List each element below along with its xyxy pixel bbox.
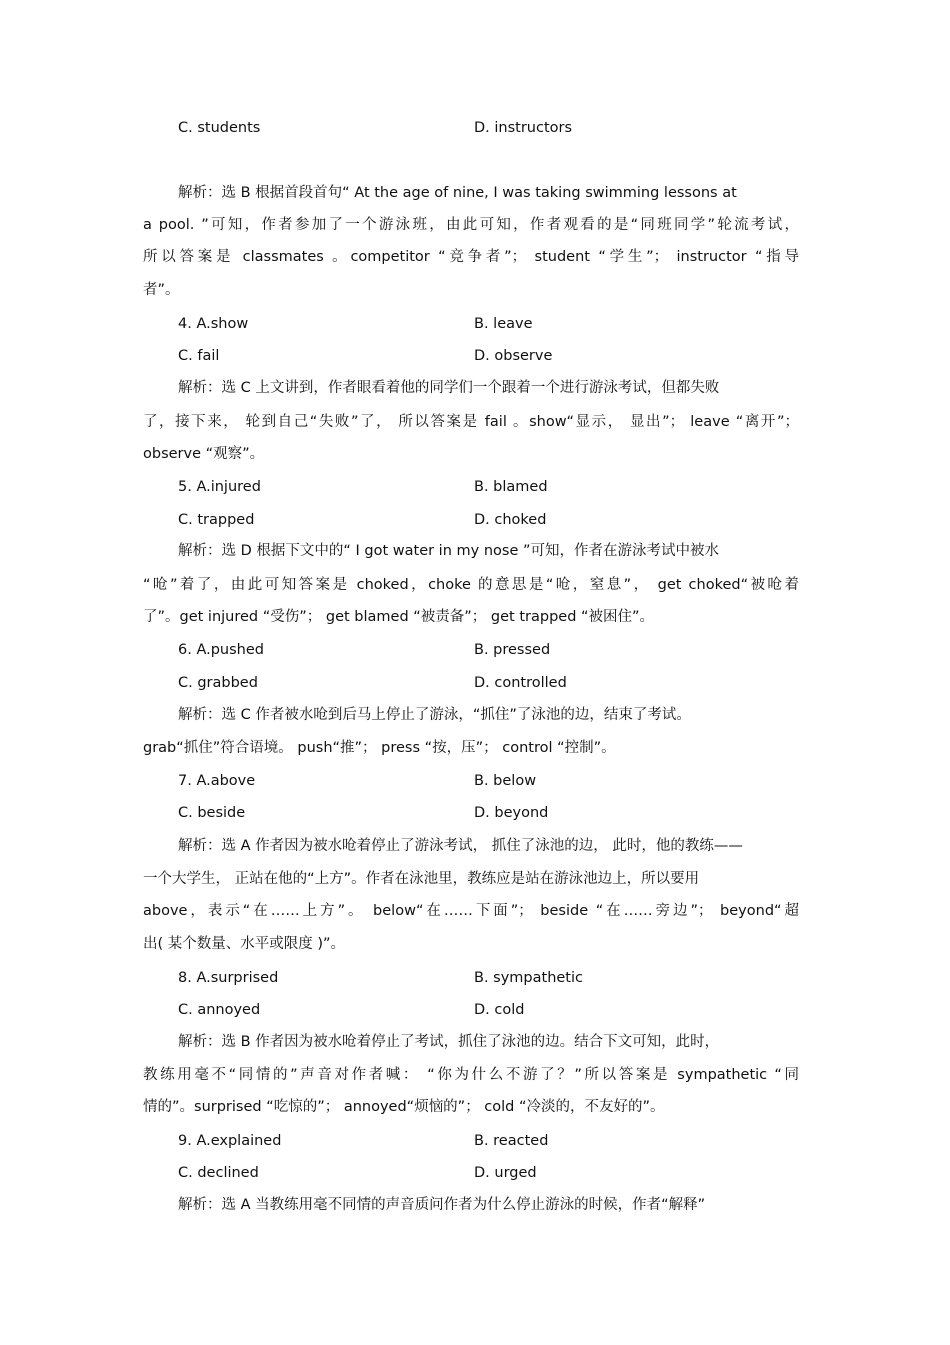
question-4-option-c: C. fail: [178, 348, 220, 364]
option-d: D. instructors: [474, 120, 573, 136]
question-4-option-b: B. leave: [474, 316, 533, 332]
explanation-text: 解析：选 C 上文讲到，作者眼看着他的同学们一个跟着一个进行游泳考试，但都失败: [178, 380, 720, 396]
explanation-text: 解析：选 B 根据首段首句“ At the age of nine, I was taking swimming lessons at: [178, 185, 737, 201]
explanation-text: 情的”。surprised “吃惊的”； annoyed“烦恼的”； cold “冷淡的，不友好的”。: [143, 1099, 665, 1115]
explanation-text: 所以答案是 classmates 。competitor “竞争者”； student “学生”； instructor “指导: [143, 249, 799, 265]
question-4-option-d: D. observe: [474, 348, 553, 364]
explanation-text: 了，接下来， 轮到自己“失败”了， 所以答案是 fail 。show“显示， 显出”； leave “离开”；: [143, 414, 799, 430]
explanation-text: “呛”着了，由此可知答案是 choked，choke 的意思是“呛，窒息”， get choked“被呛着: [143, 577, 799, 593]
question-5-option-a: 5. A.injured: [178, 479, 261, 495]
question-8-option-c: C. annoyed: [178, 1002, 261, 1018]
explanation-text: 解析：选 A 当教练用毫不同情的声音质问作者为什么停止游泳的时候，作者“解释”: [178, 1197, 706, 1213]
question-4-option-a: 4. A.show: [178, 316, 249, 332]
question-9-option-b: B. reacted: [474, 1133, 549, 1149]
question-9-option-d: D. urged: [474, 1165, 537, 1181]
question-6-option-c: C. grabbed: [178, 675, 258, 691]
explanation-text: 者”。: [143, 282, 180, 298]
question-8-option-a: 8. A.surprised: [178, 970, 279, 986]
explanation-text: 解析：选 B 作者因为被水呛着停止了考试，抓住了泳池的边。结合下文可知，此时，: [178, 1034, 720, 1050]
explanation-text: 了”。get injured “受伤”； get blamed “被责备”； get trapped “被困住”。: [143, 609, 655, 625]
question-7-option-a: 7. A.above: [178, 773, 256, 789]
question-5-option-c: C. trapped: [178, 512, 255, 528]
question-6-option-b: B. pressed: [474, 642, 551, 658]
explanation-text: 解析：选 A 作者因为被水呛着停止了游泳考试， 抓住了泳池的边， 此时，他的教练——: [178, 838, 743, 854]
question-5-option-b: B. blamed: [474, 479, 548, 495]
explanation-text: grab“抓住”符合语境。 push“推”； press “按，压”； control “控制”。: [143, 740, 616, 756]
question-6-option-d: D. controlled: [474, 675, 567, 691]
explanation-text: observe “观察”。: [143, 446, 265, 462]
option-c: C. students: [178, 120, 261, 136]
question-7-option-b: B. below: [474, 773, 537, 789]
explanation-text: 一个大学生， 正站在他的“上方”。作者在泳池里，教练应是站在游泳池边上，所以要用: [143, 871, 700, 887]
question-9-option-a: 9. A.explained: [178, 1133, 282, 1149]
question-7-option-d: D. beyond: [474, 805, 549, 821]
question-5-option-d: D. choked: [474, 512, 547, 528]
explanation-text: 出( 某个数量、水平或限度 )”。: [143, 936, 346, 952]
question-8-option-d: D. cold: [474, 1002, 525, 1018]
explanation-text: 解析：选 D 根据下文中的“ I got water in my nose ”可知，作者在游泳考试中被水: [178, 543, 719, 559]
explanation-text: a pool. ”可知，作者参加了一个游泳班，由此可知，作者观看的是“同班同学”轮流考试，: [143, 217, 799, 233]
explanation-text: 教练用毫不“同情的”声音对作者喊： “你为什么不游了？”所以答案是 sympathetic “同: [143, 1067, 799, 1083]
question-7-option-c: C. beside: [178, 805, 246, 821]
question-6-option-a: 6. A.pushed: [178, 642, 264, 658]
explanation-text: above，表示“在……上方”。 below“在……下面”； beside “在……旁边”； beyond“超: [143, 903, 799, 919]
question-8-option-b: B. sympathetic: [474, 970, 583, 986]
explanation-text: 解析：选 C 作者被水呛到后马上停止了游泳，“抓住”了泳池的边，结束了考试。: [178, 707, 691, 723]
question-9-option-c: C. declined: [178, 1165, 259, 1181]
